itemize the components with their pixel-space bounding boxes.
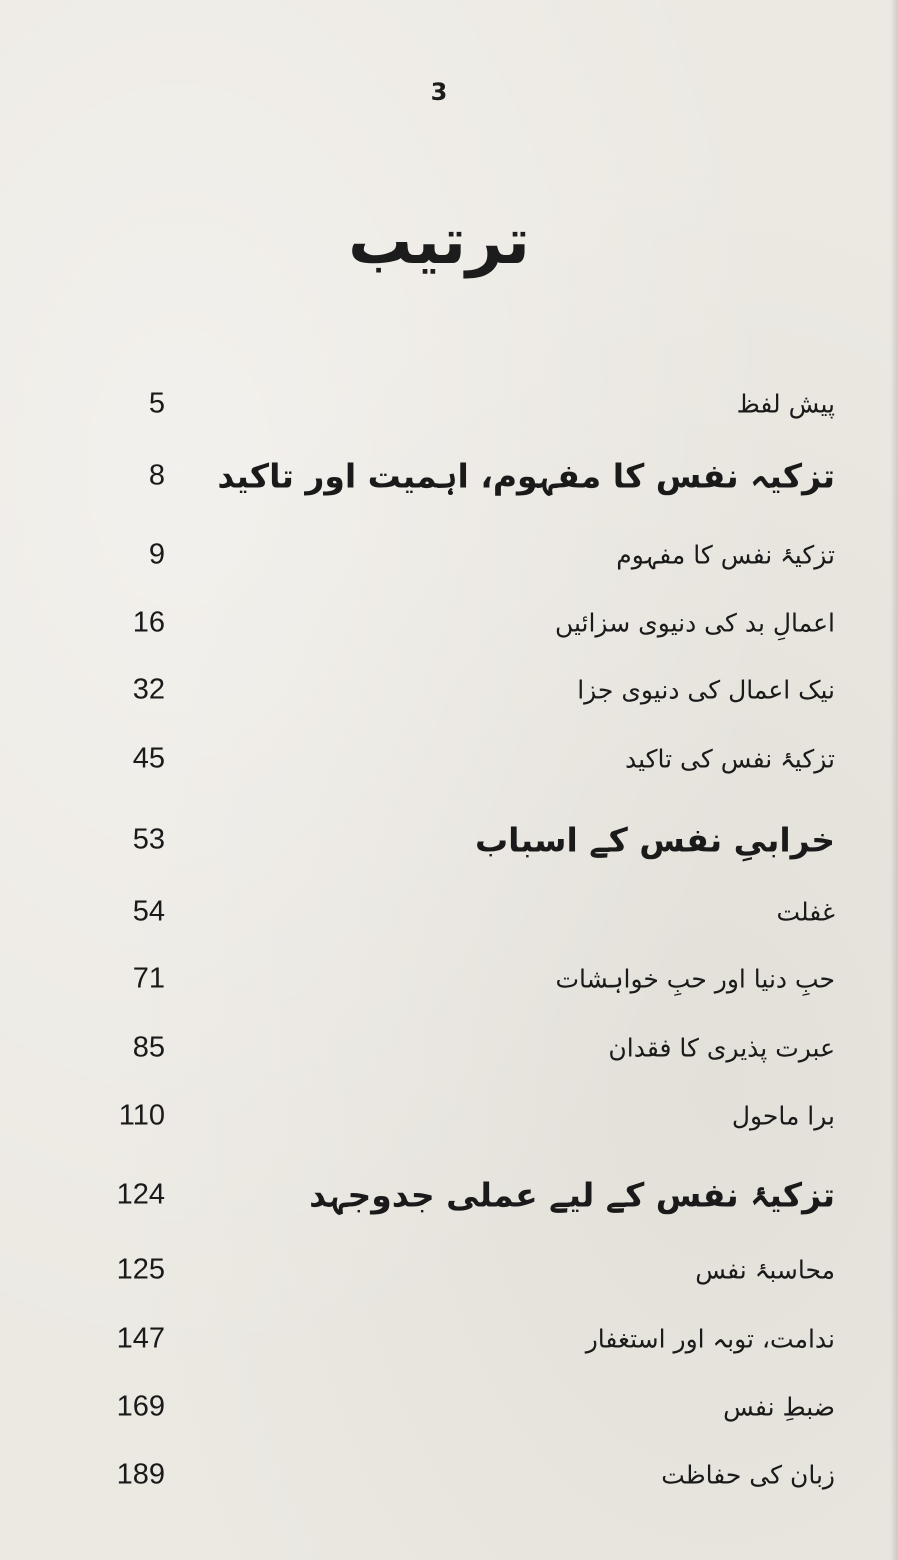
toc-entry <box>95 884 835 940</box>
toc-entry-label: حبِ دنیا اور حبِ خواہشات <box>555 964 835 994</box>
toc-page-number: 125 <box>116 1253 165 1286</box>
toc-page-number: 147 <box>116 1322 165 1355</box>
toc-entry <box>95 951 835 1007</box>
toc-entry-label: اعمالِ بد کی دنیوی سزائیں <box>554 608 835 638</box>
toc-section-heading <box>95 448 835 504</box>
toc-page-number: 53 <box>132 823 165 856</box>
toc-page-number: 45 <box>132 742 165 775</box>
toc-entry <box>95 1088 835 1144</box>
toc-entry-label: محاسبۂ نفس <box>695 1255 835 1285</box>
toc-page-number: 32 <box>132 673 165 706</box>
toc-page-number: 124 <box>116 1178 165 1211</box>
toc-entry <box>95 376 835 432</box>
toc-page-number: 71 <box>132 962 165 995</box>
toc-entry <box>95 731 835 787</box>
toc-page-number: 85 <box>132 1031 165 1064</box>
toc-entry-label: تزکیۂ نفس کی تاکید <box>624 744 835 774</box>
toc-section-heading <box>95 1167 835 1223</box>
toc-entry-label: پیش لفظ <box>736 389 835 419</box>
toc-entry <box>95 527 835 583</box>
toc-entry-label: نیک اعمال کی دنیوی جزا <box>577 675 835 705</box>
toc-entry-label: زبان کی حفاظت <box>661 1460 835 1490</box>
toc-entry <box>95 1311 835 1367</box>
toc-section-label: تزکیۂ نفس کے لیے عملی جدوجہد <box>309 1175 835 1215</box>
toc-page-number: 110 <box>118 1099 165 1132</box>
toc-section-label: تزکیہ نفس کا مفہوم، اہمیت اور تاکید <box>217 456 835 496</box>
page-title: ترتیب <box>348 205 530 279</box>
toc-section-label: خرابیِ نفس کے اسباب <box>475 820 835 860</box>
toc-entry-label: ندامت، توبہ اور استغفار <box>585 1324 835 1354</box>
toc-entry-label: غفلت <box>776 897 835 927</box>
toc-entry-label: برا ماحول <box>731 1101 835 1131</box>
toc-section-heading <box>95 812 835 868</box>
toc-entry-label: ضبطِ نفس <box>723 1392 835 1422</box>
toc-page-number: 9 <box>148 538 165 571</box>
toc-page-number: 169 <box>116 1390 165 1423</box>
toc-entry <box>95 1242 835 1298</box>
toc-entry-label: تزکیۂ نفس کا مفہوم <box>616 540 835 570</box>
page-number: 3 <box>430 78 448 106</box>
toc-page-number: 54 <box>132 895 165 928</box>
toc-page-number: 8 <box>148 459 165 492</box>
toc-page-number: 5 <box>148 387 165 420</box>
toc-entry <box>95 1020 835 1076</box>
toc-entry-label: عبرت پذیری کا فقدان <box>608 1033 835 1063</box>
toc-entry <box>95 1379 835 1435</box>
toc-entry <box>95 595 835 651</box>
toc-entry <box>95 662 835 718</box>
toc-entry <box>95 1447 835 1503</box>
toc-page-number: 189 <box>116 1458 165 1491</box>
toc-page-number: 16 <box>132 606 165 639</box>
